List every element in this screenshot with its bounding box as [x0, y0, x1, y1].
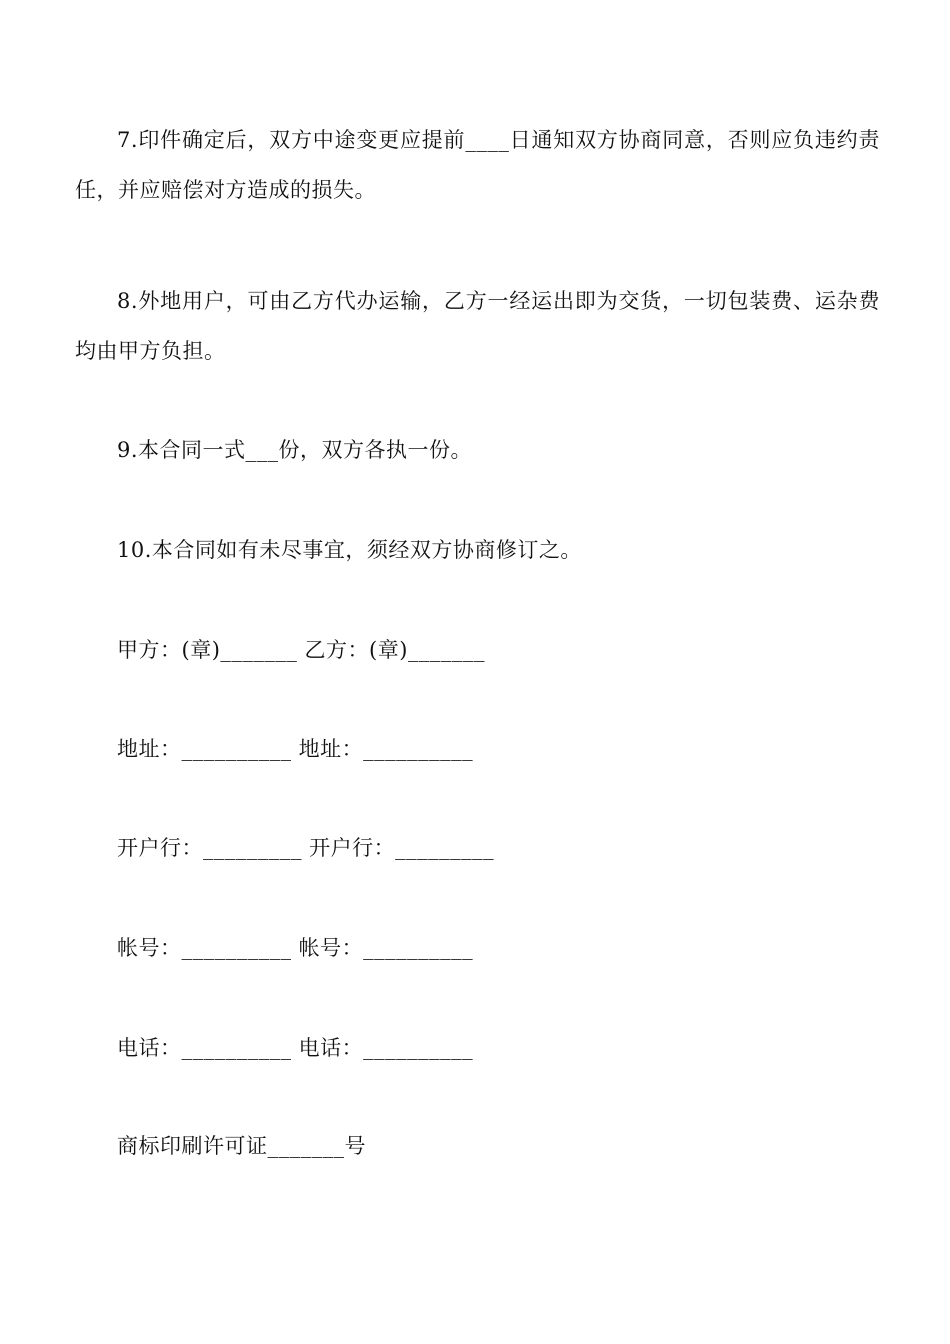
clause-10: 10.本合同如有未尽事宜，须经双方协商修订之。 — [117, 538, 582, 562]
address-line: 地址：__________ 地址：__________ — [117, 737, 474, 761]
phone-line: 电话：__________ 电话：__________ — [117, 1036, 474, 1060]
bank-line: 开户行：_________ 开户行：_________ — [117, 836, 495, 860]
trademark-license-line: 商标印刷许可证_______号 — [117, 1134, 366, 1158]
account-line: 帐号：__________ 帐号：__________ — [117, 936, 474, 960]
clause-7: 7.印件确定后，双方中途变更应提前____日通知双方协商同意，否则应负违约责任，并应赔偿对方造成的损失。 — [75, 128, 880, 202]
clause-9: 9.本合同一式___份，双方各执一份。 — [117, 438, 473, 462]
clause-8: 8.外地用户，可由乙方代办运输，乙方一经运出即为交货，一切包装费、运杂费均由甲方负担。 — [75, 289, 880, 363]
party-signature-line: 甲方：(章)_______ 乙方：(章)_______ — [117, 638, 485, 662]
